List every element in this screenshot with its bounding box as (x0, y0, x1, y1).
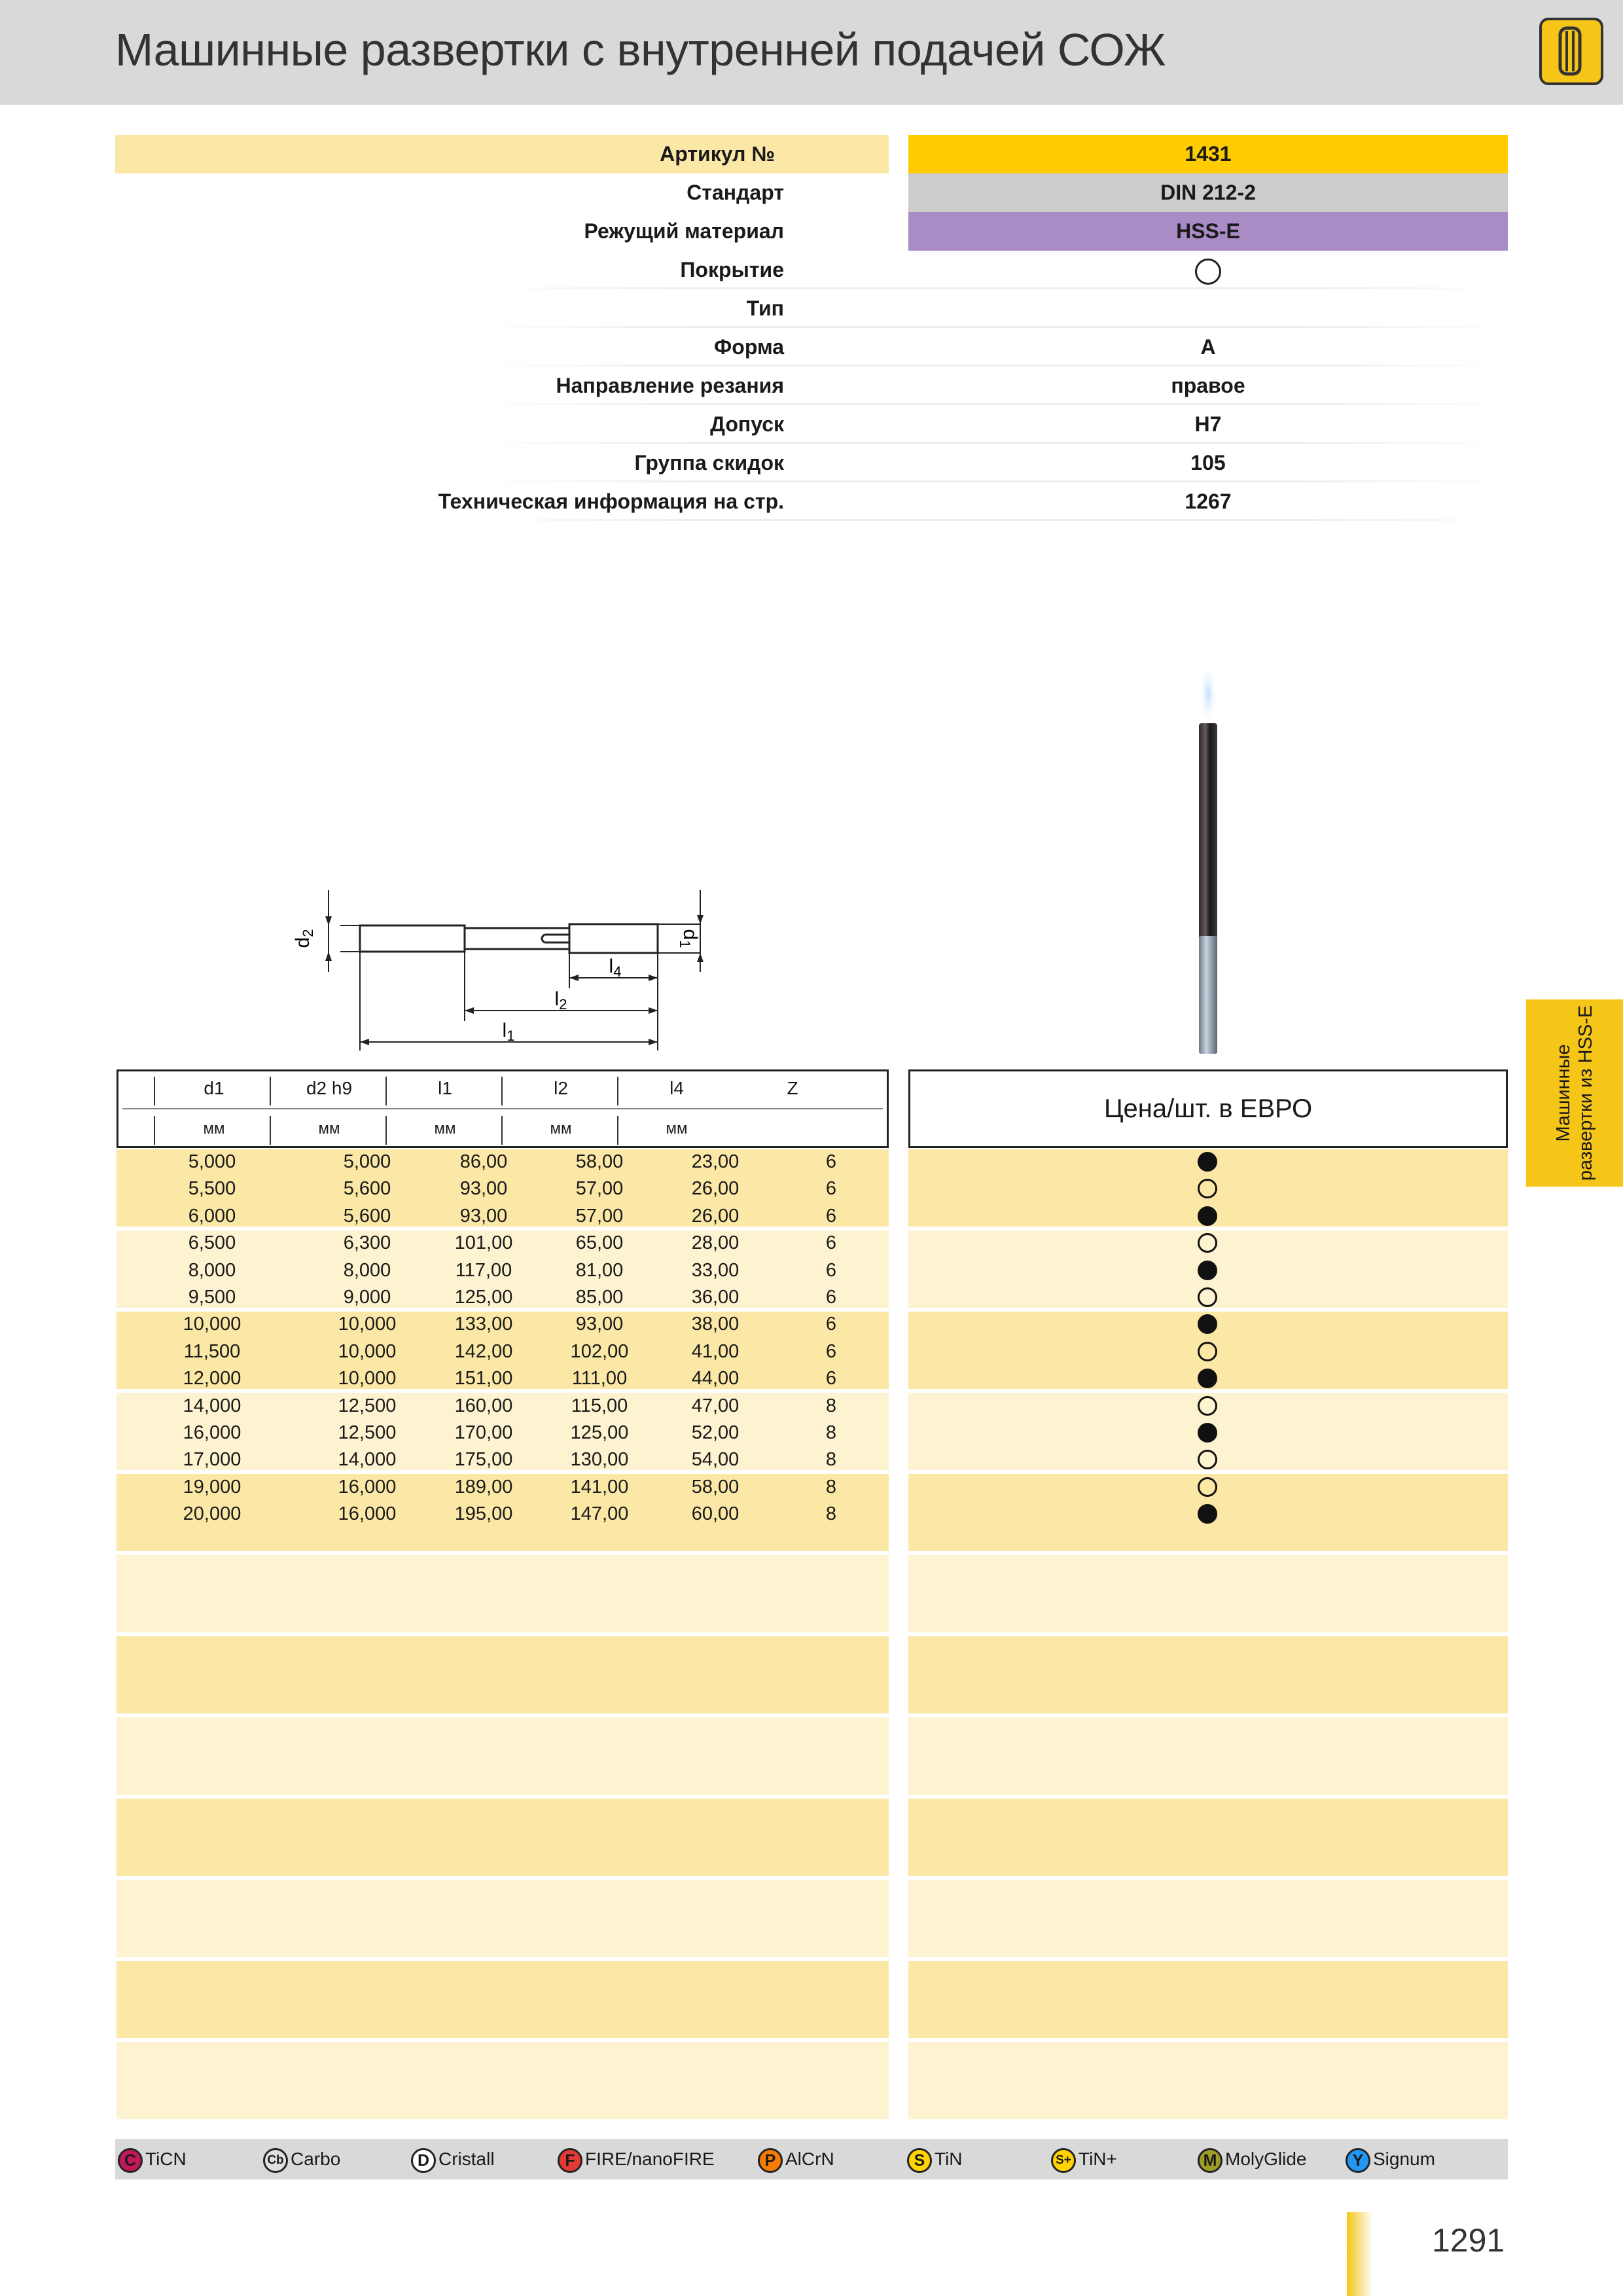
table-band (116, 1961, 889, 2038)
column-separator (270, 1116, 271, 1145)
legend-label: TiN+ (1079, 2149, 1117, 2169)
in-stock-dot-icon (1198, 1423, 1217, 1443)
table-cell: 93,00 (575, 1314, 624, 1335)
spec-row (115, 328, 1508, 367)
in-stock-dot-icon (1198, 1504, 1217, 1524)
table-band (116, 1555, 889, 1632)
table-cell: 93,00 (459, 1178, 508, 1200)
table-cell: 93,00 (459, 1205, 508, 1227)
column-separator (385, 1116, 387, 1145)
spec-label: Направление резания (556, 374, 784, 397)
table-cell: 8 (825, 1503, 837, 1525)
spec-value: A (1200, 335, 1216, 359)
table-cell: 14,000 (183, 1395, 241, 1416)
column-separator (385, 1077, 387, 1105)
price-header: Цена/шт. в ЕВРО (908, 1069, 1508, 1148)
spec-row (115, 173, 1508, 212)
table-cell: 16,000 (183, 1422, 241, 1443)
table-cell: 33,00 (691, 1259, 740, 1281)
table-cell: 81,00 (575, 1259, 624, 1281)
table-cell: 175,00 (454, 1449, 513, 1471)
table-cell: 26,00 (691, 1178, 740, 1200)
column-header: l4 (669, 1078, 684, 1098)
column-header: d1 (204, 1078, 224, 1098)
table-cell: 6 (825, 1314, 837, 1335)
product-image (1171, 661, 1243, 1054)
price-band (908, 1636, 1508, 1713)
table-cell: 130,00 (570, 1449, 629, 1471)
table-cell: 58,00 (575, 1151, 624, 1172)
on-request-circle-icon (1198, 1396, 1217, 1416)
legend-label: Cristall (438, 2149, 495, 2169)
table-cell: 12,500 (338, 1395, 397, 1416)
in-stock-dot-icon (1198, 1206, 1217, 1226)
table-cell: 142,00 (454, 1340, 513, 1362)
table-cell: 47,00 (691, 1395, 740, 1416)
table-cell: 6 (825, 1368, 837, 1390)
reamer-tool-icon (1539, 18, 1603, 85)
table-cell: 160,00 (454, 1395, 513, 1416)
table-cell: 6,000 (188, 1205, 236, 1227)
coating-badge-icon: F (558, 2148, 582, 2173)
spec-label: Группа скидок (634, 451, 784, 475)
table-cell: 6,500 (188, 1232, 236, 1254)
table-cell: 85,00 (575, 1287, 624, 1308)
table-cell: 10,000 (338, 1340, 397, 1362)
price-band (908, 1799, 1508, 1876)
spec-value: 1267 (1185, 490, 1232, 513)
spec-value: DIN 212-2 (908, 173, 1508, 212)
column-unit: мм (550, 1120, 572, 1138)
spec-row (115, 482, 1508, 521)
coating-badge-icon: S+ (1051, 2148, 1076, 2173)
table-cell: 6 (825, 1340, 837, 1362)
column-header: Z (787, 1078, 798, 1098)
table-cell: 8,000 (188, 1259, 236, 1281)
table-cell: 17,000 (183, 1449, 241, 1471)
dim-label-d1: $d_1$ (677, 929, 701, 948)
table-cell: 170,00 (454, 1422, 513, 1443)
column-unit: мм (318, 1120, 340, 1138)
column-separator (501, 1116, 503, 1145)
table-cell: 14,000 (338, 1449, 397, 1471)
table-cell: 125,00 (454, 1287, 513, 1308)
column-separator (501, 1077, 503, 1105)
spec-row (115, 405, 1508, 444)
price-band (908, 2042, 1508, 2119)
legend-item (907, 2139, 963, 2179)
table-cell: 5,500 (188, 1178, 236, 1200)
table-cell: 26,00 (691, 1205, 740, 1227)
table-cell: 86,00 (459, 1151, 508, 1172)
spec-value (908, 251, 1508, 289)
coating-badge-icon: Y (1346, 2148, 1370, 2173)
table-cell: 60,00 (691, 1503, 740, 1525)
coating-badge-icon: P (758, 2148, 783, 2173)
table-cell: 125,00 (570, 1422, 629, 1443)
dim-label-d2: $d_2$ (292, 929, 316, 948)
table-cell: 54,00 (691, 1449, 740, 1471)
table-cell: 195,00 (454, 1503, 513, 1525)
column-separator (154, 1116, 155, 1145)
legend-label: AlCrN (785, 2149, 834, 2169)
spec-label: Режущий материал (584, 219, 784, 243)
table-cell: 8 (825, 1476, 837, 1498)
price-band (908, 1961, 1508, 2038)
table-cell: 9,500 (188, 1287, 236, 1308)
table-cell: 10,000 (183, 1314, 241, 1335)
column-separator (154, 1077, 155, 1105)
table-cell: 5,600 (343, 1205, 391, 1227)
table-band (116, 2042, 889, 2119)
on-request-circle-icon (1198, 1477, 1217, 1497)
table-cell: 6 (825, 1178, 837, 1200)
table-cell: 6 (825, 1287, 837, 1308)
table-cell: 133,00 (454, 1314, 513, 1335)
table-cell: 5,000 (343, 1151, 391, 1172)
table-cell: 44,00 (691, 1368, 740, 1390)
column-unit: мм (434, 1120, 456, 1138)
on-request-circle-icon (1198, 1342, 1217, 1361)
circle-outline-icon (1195, 259, 1221, 285)
legend-item (1051, 2139, 1117, 2179)
table-cell: 28,00 (691, 1232, 740, 1254)
table-cell: 101,00 (454, 1232, 513, 1254)
column-unit: мм (203, 1120, 225, 1138)
table-cell: 151,00 (454, 1368, 513, 1390)
table-cell: 57,00 (575, 1178, 624, 1200)
table-cell: 16,000 (338, 1476, 397, 1498)
table-cell: 11,500 (183, 1340, 241, 1362)
table-cell: 6 (825, 1232, 837, 1254)
table-cell: 8 (825, 1395, 837, 1416)
table-cell: 102,00 (570, 1340, 629, 1362)
legend-label: MolyGlide (1225, 2149, 1307, 2169)
table-band (116, 1799, 889, 1876)
on-request-circle-icon (1198, 1233, 1217, 1253)
spec-value: HSS-E (908, 212, 1508, 251)
table-cell: 5,600 (343, 1178, 391, 1200)
table-header (116, 1069, 889, 1148)
table-cell: 189,00 (454, 1476, 513, 1498)
table-cell: 6,300 (343, 1232, 391, 1254)
spec-label: Допуск (710, 412, 784, 436)
legend-item (1346, 2139, 1435, 2179)
page-title: Машинные развертки с внутренней подачей СОЖ (115, 24, 1166, 75)
table-cell: 20,000 (183, 1503, 241, 1525)
table-cell: 5,000 (188, 1151, 236, 1172)
spec-row (115, 212, 1508, 251)
spec-label: Форма (713, 335, 784, 359)
price-band (908, 1555, 1508, 1632)
coating-badge-icon: Cb (263, 2148, 288, 2173)
table-cell: 10,000 (338, 1368, 397, 1390)
side-tab-label: Машинные развертки из HSS-E (1553, 1005, 1596, 1181)
table-cell: 117,00 (455, 1259, 512, 1281)
table-cell: 58,00 (691, 1476, 740, 1498)
spec-value: правое (1171, 374, 1245, 397)
table-cell: 9,000 (343, 1287, 391, 1308)
in-stock-dot-icon (1198, 1152, 1217, 1172)
table-cell: 23,00 (691, 1151, 740, 1172)
dim-label-l1: $l_1$ (502, 1020, 515, 1044)
coating-legend (115, 2139, 1508, 2179)
spec-row (115, 289, 1508, 328)
dim-label-l2: $l_2$ (554, 988, 567, 1013)
legend-item (118, 2139, 187, 2179)
column-header: l1 (438, 1078, 452, 1098)
table-cell: 12,000 (183, 1368, 241, 1390)
table-cell: 65,00 (575, 1232, 624, 1254)
spec-row (115, 367, 1508, 405)
spec-label: Покрытие (680, 258, 784, 281)
column-header: l2 (554, 1078, 568, 1098)
table-cell: 8 (825, 1449, 837, 1471)
table-cell: 19,000 (183, 1476, 241, 1498)
side-tab[interactable] (1526, 999, 1623, 1187)
table-cell: 147,00 (570, 1503, 629, 1525)
table-band (116, 1717, 889, 1795)
table-cell: 16,000 (338, 1503, 397, 1525)
spec-label: Артикул № (660, 142, 775, 166)
table-cell: 6 (825, 1259, 837, 1281)
in-stock-dot-icon (1198, 1261, 1217, 1280)
table-cell: 111,00 (571, 1368, 628, 1390)
spec-label: Стандарт (687, 181, 784, 204)
spec-value: 105 (1190, 451, 1226, 475)
coating-badge-icon: D (411, 2148, 436, 2173)
legend-label: TiN (935, 2149, 963, 2169)
legend-label: TiCN (145, 2149, 187, 2169)
spec-row (115, 251, 1508, 289)
page-number-accent (1347, 2212, 1373, 2296)
spec-label: Тип (746, 296, 784, 320)
header-divider (122, 1108, 883, 1109)
spec-label: Техническая информация на стр. (438, 490, 784, 513)
column-separator (617, 1116, 618, 1145)
legend-item (758, 2139, 834, 2179)
spec-value (908, 289, 1508, 328)
table-cell: 115,00 (571, 1395, 628, 1416)
legend-item (1198, 2139, 1306, 2179)
spec-row (115, 444, 1508, 482)
table-cell: 6 (825, 1205, 837, 1227)
table-cell: 52,00 (691, 1422, 740, 1443)
on-request-circle-icon (1198, 1287, 1217, 1307)
table-cell: 141,00 (570, 1476, 629, 1498)
dim-label-l4: $l_4$ (609, 956, 622, 980)
price-band (908, 1717, 1508, 1795)
spec-value: 1431 (908, 135, 1508, 173)
column-unit: мм (666, 1120, 688, 1138)
in-stock-dot-icon (1198, 1369, 1217, 1388)
coating-badge-icon: S (907, 2148, 932, 2173)
legend-item (558, 2139, 715, 2179)
coating-badge-icon: C (118, 2148, 143, 2173)
table-cell: 12,500 (338, 1422, 397, 1443)
column-separator (617, 1077, 618, 1105)
legend-label: Signum (1373, 2149, 1435, 2169)
table-band (116, 1880, 889, 1957)
legend-label: Carbo (291, 2149, 341, 2169)
coating-badge-icon: M (1198, 2148, 1222, 2173)
table-cell: 38,00 (691, 1314, 740, 1335)
table-cell: 10,000 (338, 1314, 397, 1335)
table-band (116, 1636, 889, 1713)
table-cell: 36,00 (691, 1287, 740, 1308)
table-cell: 6 (825, 1151, 837, 1172)
legend-item (263, 2139, 340, 2179)
table-cell: 41,00 (691, 1340, 740, 1362)
price-band (908, 1880, 1508, 1957)
spec-value: H7 (1194, 412, 1222, 436)
column-separator (270, 1077, 271, 1105)
technical-drawing (275, 864, 746, 1060)
legend-label: FIRE/nanoFIRE (585, 2149, 715, 2169)
spec-row (115, 135, 1508, 173)
column-header: d2 h9 (306, 1078, 353, 1098)
table-cell: 8,000 (343, 1259, 391, 1281)
legend-item (411, 2139, 495, 2179)
table-cell: 57,00 (575, 1205, 624, 1227)
page-number: 1291 (1432, 2222, 1505, 2259)
table-cell: 8 (825, 1422, 837, 1443)
